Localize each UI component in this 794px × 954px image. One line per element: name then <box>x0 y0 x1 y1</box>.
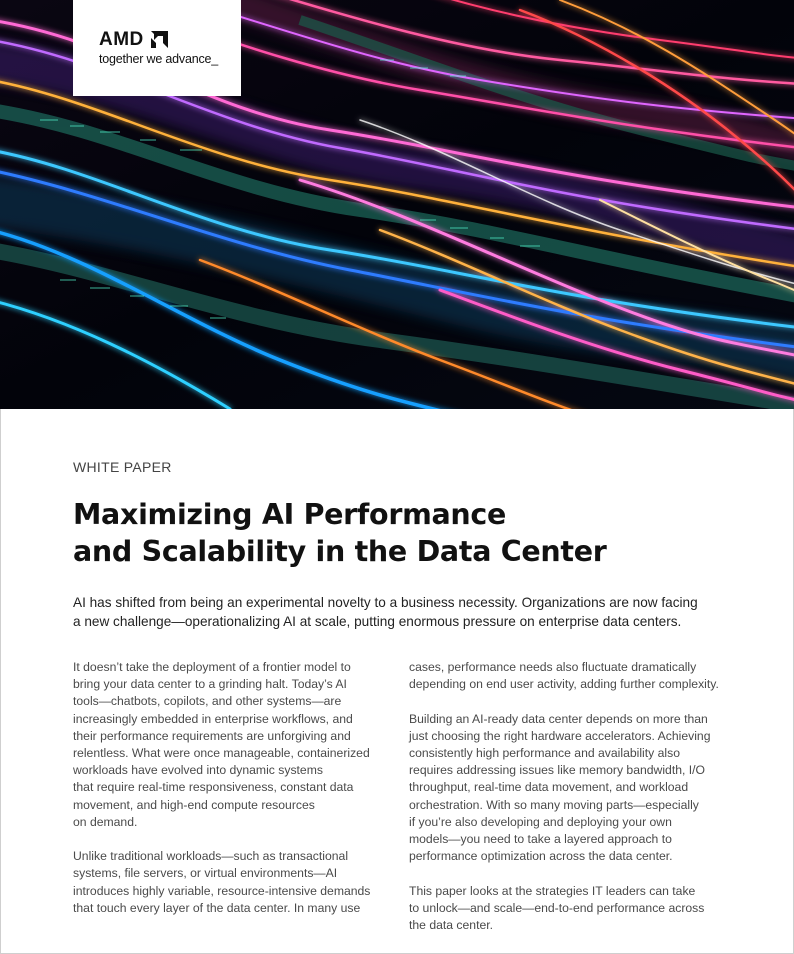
intro-line: a new challenge—operationalizing AI at scale, putting enormous pressure on enterprise data centers. <box>73 614 682 629</box>
body-line: on demand. <box>73 814 138 829</box>
amd-wordmark: AMD <box>99 29 144 50</box>
intro-line: AI has shifted from being an experimental novelty to a business necessity. Organizations are now facing <box>73 595 698 610</box>
body-line: consistently high performance and availability also <box>409 746 680 760</box>
body-line: that touch every layer of the data center. In many use <box>73 900 361 915</box>
body-line: Unlike traditional workloads—such as transactional <box>73 849 349 864</box>
body-line: Building an AI-ready data center depends on more than <box>409 711 708 726</box>
body-line: systems, file servers, or virtual environments—AI <box>73 866 338 881</box>
title-line-1: Maximizing AI Performance <box>73 498 507 531</box>
body-line: throughput, real-time data movement, and workload <box>409 780 689 795</box>
body-line: movement, and high-end compute resources <box>73 797 315 812</box>
title-line-2: and Scalability in the Data Center <box>73 535 607 568</box>
body-line: depending on end user activity, adding further complexity. <box>409 677 719 692</box>
hero-image <box>0 0 794 409</box>
body-line: increasingly embedded in enterprise workflows, and <box>73 711 353 726</box>
body-paragraph <box>409 659 739 693</box>
body-line: introduces highly variable, resource-intensive demands <box>73 883 371 898</box>
body-line: the data center. <box>409 918 494 933</box>
body-line: models—you need to take a layered approach to <box>409 832 672 847</box>
body-line: tools—chatbots, copilots, and other systems—are <box>73 694 342 709</box>
body-paragraph <box>409 883 739 935</box>
left-column <box>73 659 403 934</box>
amd-logo-box <box>73 0 241 96</box>
body-line: cases, performance needs also fluctuate dramatically <box>409 660 697 674</box>
body-line: just choosing the right hardware accelerators. Achieving <box>409 728 711 743</box>
body-line: orchestration. With so many moving parts—especially <box>409 797 699 812</box>
body-line: This paper looks at the strategies IT leaders can take <box>409 883 696 898</box>
body-line: workloads have evolved into dynamic systems <box>73 763 323 778</box>
amd-tagline: together we advance_ <box>99 52 219 66</box>
body-paragraph <box>73 848 403 917</box>
body-line: their performance requirements are unforgiving and <box>73 728 351 743</box>
body-line: to unlock—and scale—end-to-end performance across <box>409 900 705 915</box>
body-line: that require real-time responsiveness, constant data <box>73 780 354 795</box>
body-line: performance optimization across the data center. <box>409 849 673 864</box>
body-line: requires addressing issues like memory bandwidth, I/O <box>409 763 706 778</box>
right-column <box>409 659 739 951</box>
body-line: bring your data center to a grinding halt. Today’s AI <box>73 677 347 692</box>
page-title <box>73 496 733 570</box>
body-line: relentless. What were once manageable, containerized <box>73 746 370 761</box>
body-paragraph <box>73 659 403 831</box>
body-line: It doesn’t take the deployment of a frontier model to <box>73 660 351 674</box>
amd-arrow-icon <box>151 31 168 48</box>
body-paragraph <box>409 711 739 866</box>
body-line: if you’re also developing and deploying your own <box>409 814 672 829</box>
intro-paragraph <box>73 593 733 631</box>
document-type-label: WHITE PAPER <box>73 459 172 475</box>
